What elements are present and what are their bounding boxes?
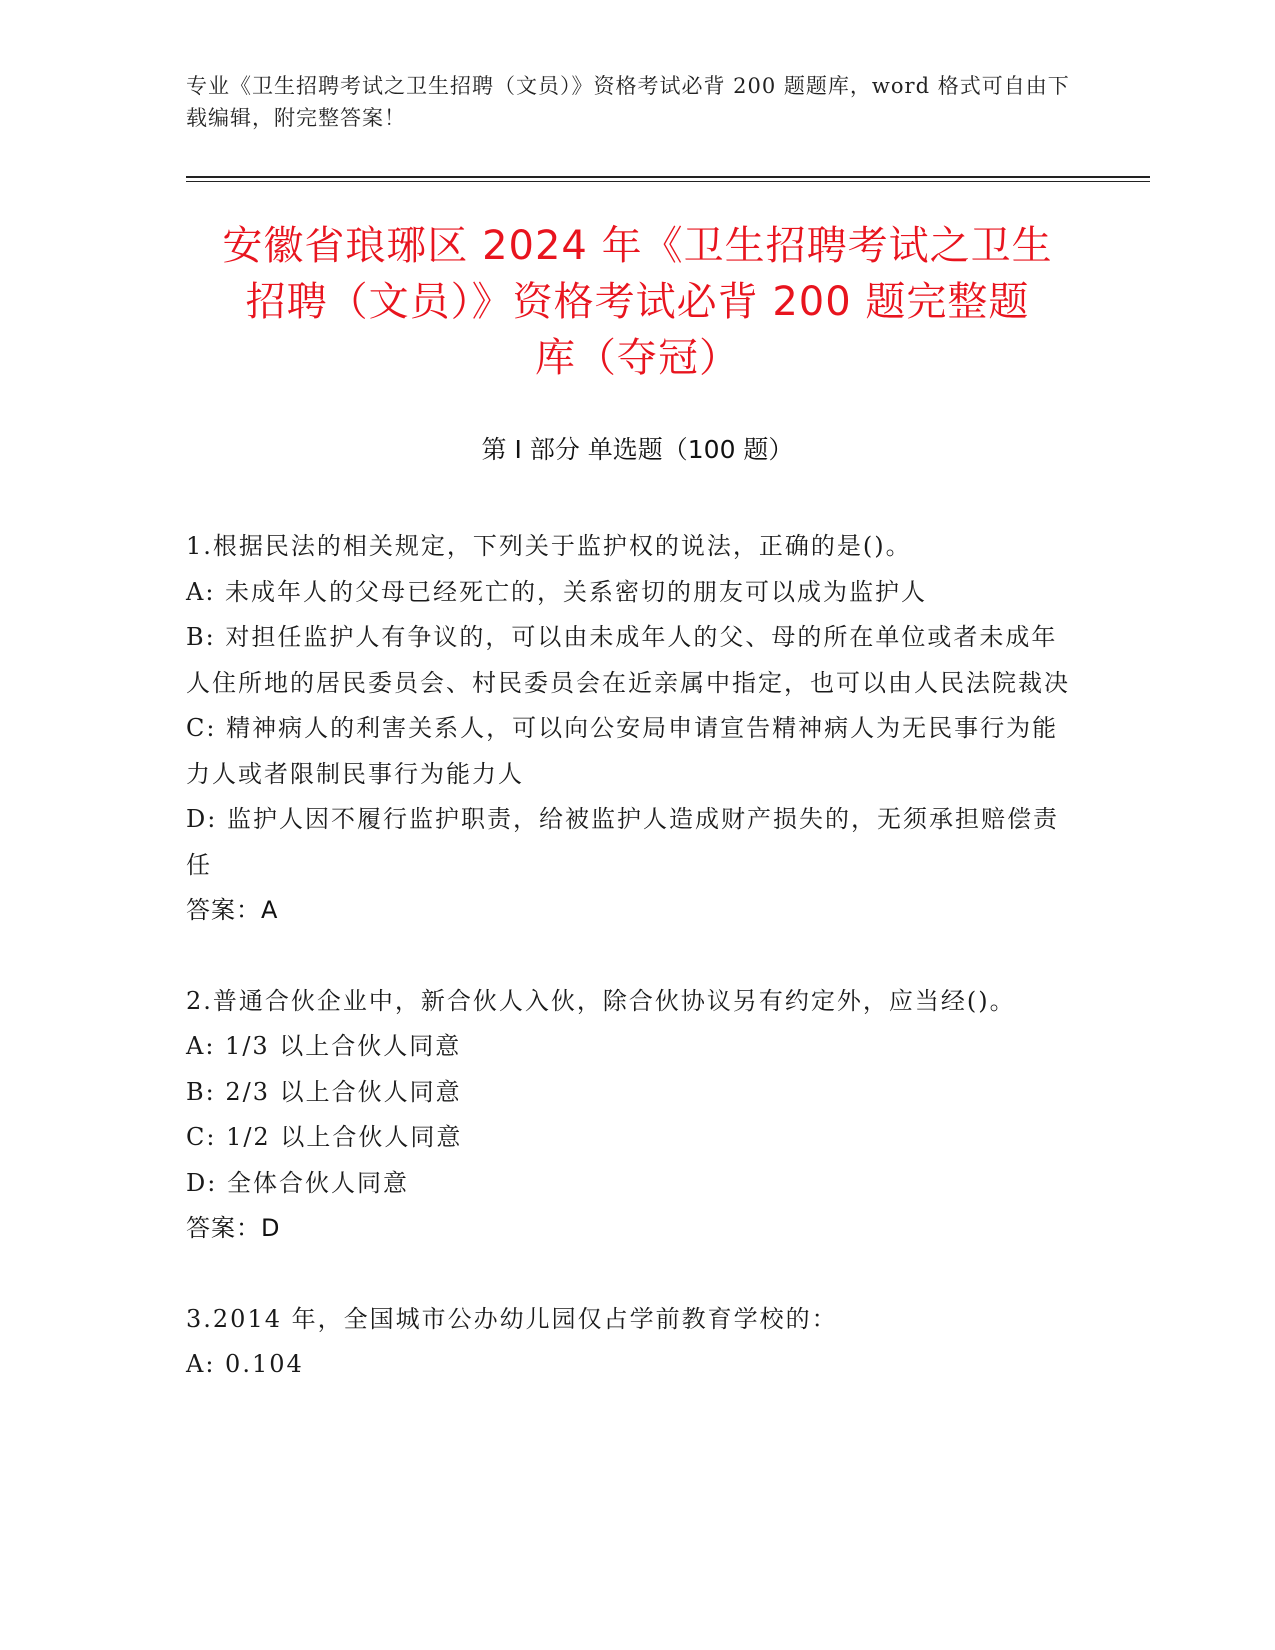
title-line-3: 库（夺冠） bbox=[535, 335, 740, 381]
document-title bbox=[160, 218, 1115, 386]
option-d: D: 全体合伙人同意 bbox=[186, 1168, 409, 1197]
answer-line: 答案：A bbox=[186, 896, 279, 924]
section-heading: 第 I 部分 单选题（100 题） bbox=[481, 435, 794, 464]
option-a: A: 0.104 bbox=[186, 1350, 304, 1378]
option-b: B: 2/3 以上合伙人同意 bbox=[186, 1077, 462, 1106]
option-d: D: 监护人因不履行监护职责，给被监护人造成财产损失的，无须承担赔偿责任 bbox=[186, 805, 1059, 879]
question-stem: 1.根据民法的相关规定，下列关于监护权的说法，正确的是()。 bbox=[186, 532, 912, 560]
header-divider bbox=[186, 176, 1150, 178]
header-note: 专业《卫生招聘考试之卫生招聘（文员）》资格考试必背 200 题题库，word 格式可自由下载编辑，附完整答案！ bbox=[186, 74, 1070, 130]
option-c: C: 1/2 以上合伙人同意 bbox=[186, 1123, 463, 1151]
question-1 bbox=[186, 524, 1076, 934]
header-divider-thin bbox=[186, 181, 1150, 182]
question-stem: 3.2014 年，全国城市公办幼儿园仅占学前教育学校的： bbox=[186, 1304, 838, 1333]
question-list bbox=[186, 524, 1076, 1433]
question-3 bbox=[186, 1297, 1076, 1388]
title-line-1: 安徽省琅琊区 2024 年《卫生招聘考试之卫生 bbox=[222, 223, 1053, 269]
option-c: C: 精神病人的利害关系人，可以向公安局申请宣告精神病人为无民事行为能力人或者限制民事行为能力人 bbox=[186, 714, 1059, 788]
option-a: A: 未成年人的父母已经死亡的，关系密切的朋友可以成为监护人 bbox=[186, 577, 928, 606]
title-line-2: 招聘（文员）》资格考试必背 200 题完整题 bbox=[245, 279, 1030, 325]
question-stem: 2.普通合伙企业中，新合伙人入伙，除合伙协议另有约定外，应当经()。 bbox=[186, 986, 1016, 1015]
option-b: B: 对担任监护人有争议的，可以由未成年人的父、母的所在单位或者未成年人住所地的居民委员会、村民委员会在近亲属中指定，也可以由人民法院裁决 bbox=[186, 623, 1070, 697]
option-a: A: 1/3 以上合伙人同意 bbox=[186, 1032, 462, 1060]
answer-line: 答案：D bbox=[186, 1214, 281, 1242]
question-2 bbox=[186, 979, 1076, 1252]
